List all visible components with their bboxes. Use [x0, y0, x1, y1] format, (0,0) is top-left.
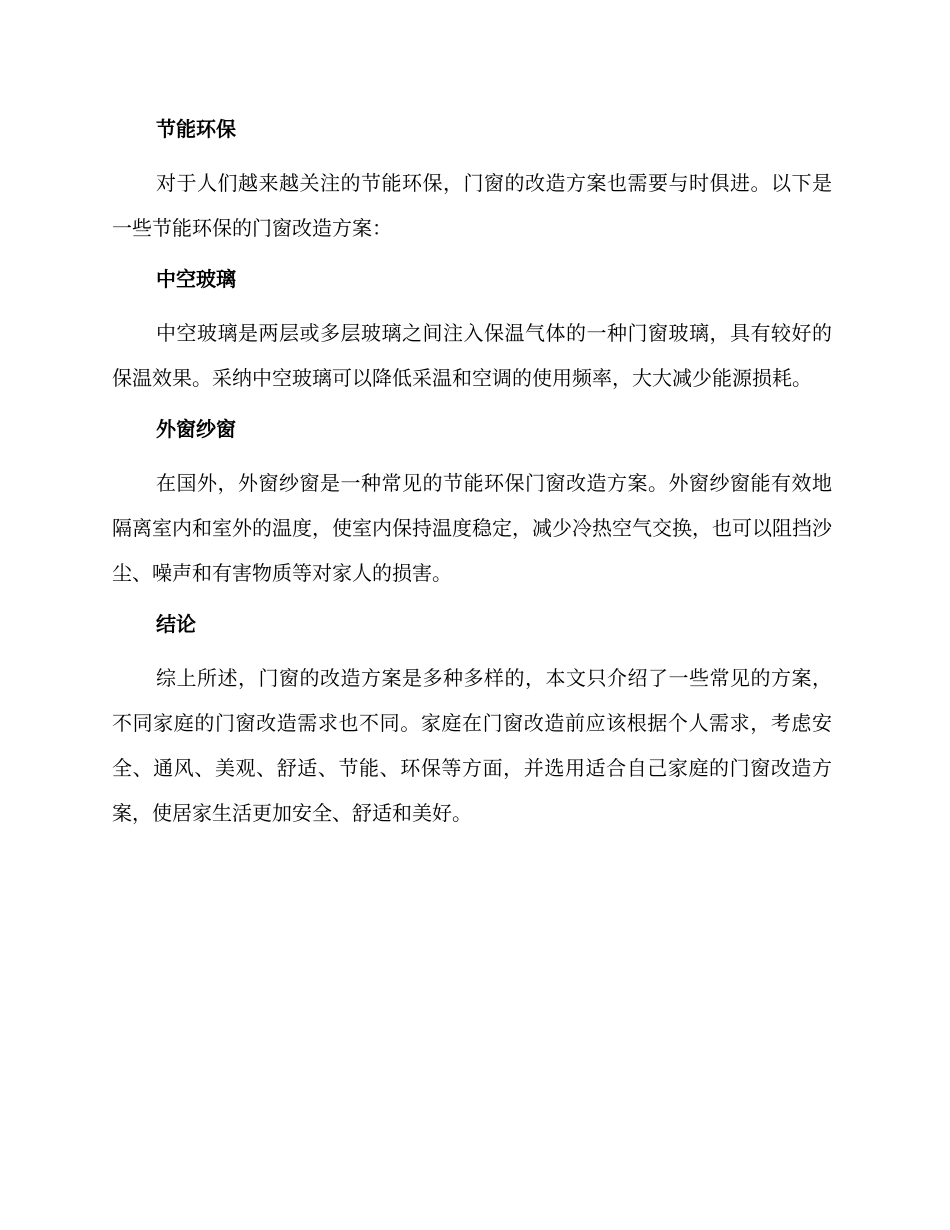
section-heading-energy-saving: 节能环保 — [156, 117, 236, 141]
section-heading-insulated-glass: 中空玻璃 — [156, 267, 236, 291]
section-heading-window-screen: 外窗纱窗 — [156, 417, 236, 441]
document-body — [112, 113, 832, 836]
section-paragraph-window-screen: 在国外，外窗纱窗是一种常见的节能环保门窗改造方案。外窗纱窗能有效地隔离室内和室外的温度，使室内保持温度稳定，减少冷热空气交换，也可以阻挡沙尘、噪声和有害物质等对家人的损害。 — [112, 471, 832, 585]
section-paragraph-energy-saving: 对于人们越来越关注的节能环保，门窗的改造方案也需要与时俱进。以下是一些节能环保的门窗改造方案： — [112, 171, 832, 240]
section-paragraph-conclusion: 综上所述，门窗的改造方案是多种多样的，本文只介绍了一些常见的方案，不同家庭的门窗改造需求也不同。家庭在门窗改造前应该根据个人需求，考虑安全、通风、美观、舒适、节能、环保等方面，并选用适合自己家庭的门窗改造方案，使居家生活更加安全、舒适和美好。 — [112, 666, 832, 825]
section-paragraph-insulated-glass: 中空玻璃是两层或多层玻璃之间注入保温气体的一种门窗玻璃，具有较好的保温效果。采纳中空玻璃可以降低采温和空调的使用频率，大大减少能源损耗。 — [112, 321, 832, 390]
section-heading-conclusion: 结论 — [156, 612, 196, 636]
